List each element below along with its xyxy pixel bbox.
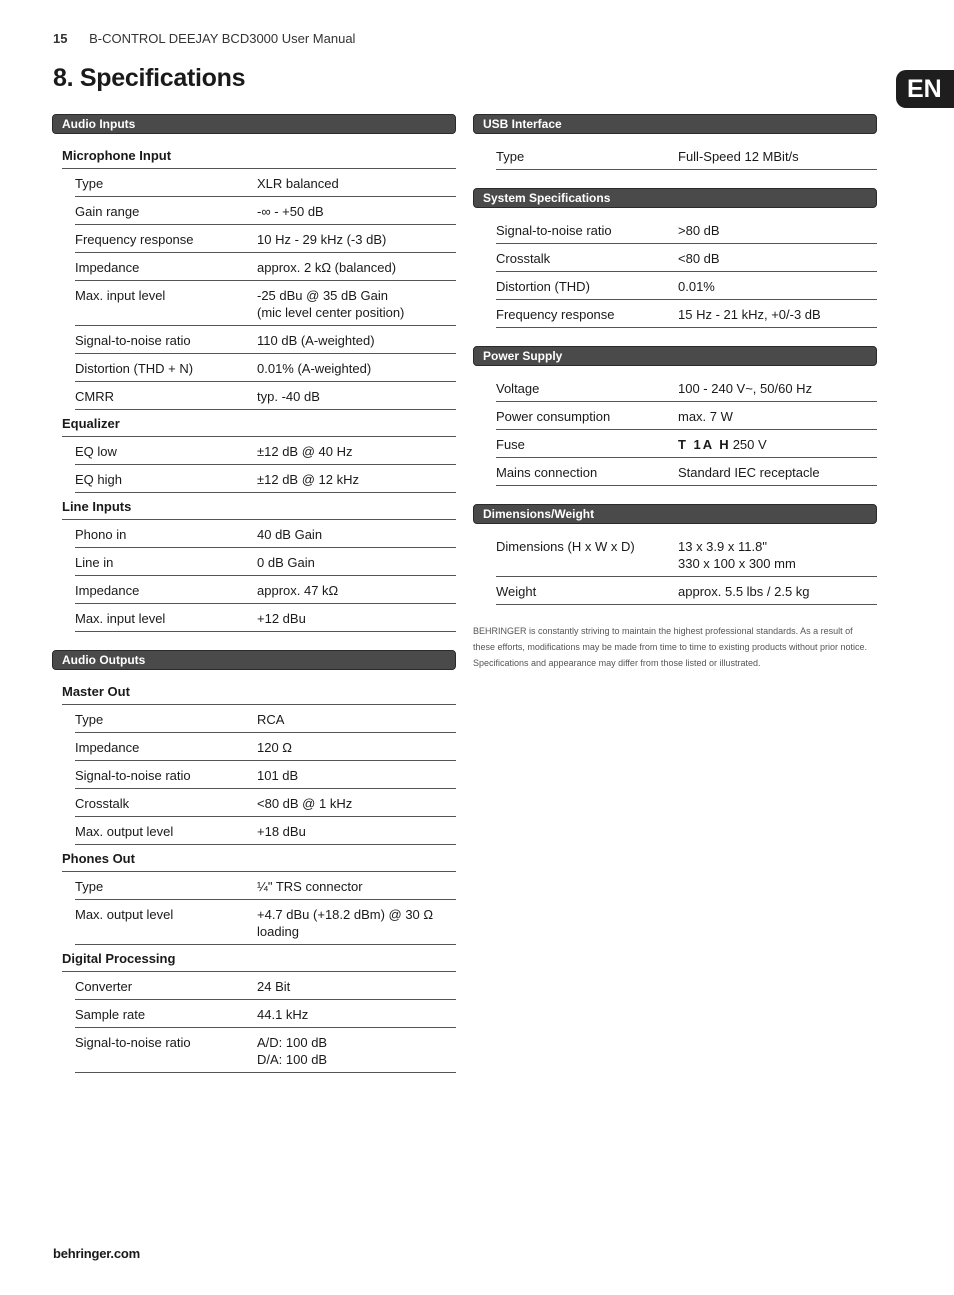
spec-label: Signal-to-noise ratio xyxy=(75,768,191,783)
section-header: Audio Inputs xyxy=(52,114,456,134)
section-dimensions-weight xyxy=(473,504,877,605)
spec-value: Standard IEC receptacle xyxy=(678,465,820,480)
spec-label: Dimensions (H x W x D) xyxy=(496,539,635,554)
spec-row xyxy=(75,972,456,1000)
spec-value: ¼" TRS connector xyxy=(257,879,363,894)
spec-row xyxy=(496,402,877,430)
spec-label: Mains connection xyxy=(496,465,598,480)
spec-label: Impedance xyxy=(75,260,140,275)
group-title: Microphone Input xyxy=(62,142,456,169)
page-header xyxy=(53,31,355,46)
spec-value: 10 Hz - 29 kHz (-3 dB) xyxy=(257,232,387,247)
spec-value: 44.1 kHz xyxy=(257,1007,309,1022)
spec-label: Signal-to-noise ratio xyxy=(75,333,191,348)
spec-value: ±12 dB @ 40 Hz xyxy=(257,444,353,459)
spec-label: Type xyxy=(75,176,104,191)
spec-label: Distortion (THD + N) xyxy=(75,361,194,376)
group-title: Phones Out xyxy=(62,845,456,872)
right-column xyxy=(473,114,877,671)
spec-row xyxy=(75,576,456,604)
spec-value: 40 dB Gain xyxy=(257,527,323,542)
spec-value: 13 x 3.9 x 11.8" 330 x 100 x 300 mm xyxy=(678,539,796,571)
spec-row xyxy=(75,326,456,354)
language-tab: EN xyxy=(896,70,954,108)
fuse-code: T 1A H xyxy=(678,437,731,452)
spec-value: A/D: 100 dB D/A: 100 dB xyxy=(257,1035,328,1067)
spec-row xyxy=(75,604,456,632)
spec-row xyxy=(75,281,456,326)
spec-value: typ. -40 dB xyxy=(257,389,320,404)
group-title: Master Out xyxy=(62,678,456,705)
spec-value: 0.01% (A-weighted) xyxy=(257,361,372,376)
spec-value: 120 Ω xyxy=(257,740,293,755)
page-number: 15 xyxy=(53,31,68,46)
fuse-rating: 250 V xyxy=(732,437,767,452)
spec-label: Type xyxy=(75,712,104,727)
spec-label: Max. input level xyxy=(75,288,166,303)
group-title: Digital Processing xyxy=(62,945,456,972)
section-header: System Specifications xyxy=(473,188,877,208)
spec-value: +4.7 dBu (+18.2 dBm) @ 30 Ω loading xyxy=(257,907,434,939)
spec-label: Max. output level xyxy=(75,907,174,922)
spec-label: Type xyxy=(75,879,104,894)
spec-row xyxy=(496,216,877,244)
spec-row xyxy=(496,532,877,577)
spec-value: Full-Speed 12 MBit/s xyxy=(678,149,799,164)
spec-label: Distortion (THD) xyxy=(496,279,590,294)
section-header: Power Supply xyxy=(473,346,877,366)
spec-label: Type xyxy=(496,149,525,164)
spec-row xyxy=(496,577,877,605)
group-title: Equalizer xyxy=(62,410,456,437)
spec-row xyxy=(75,789,456,817)
spec-label: Frequency response xyxy=(496,307,615,322)
spec-value: XLR balanced xyxy=(257,176,339,191)
spec-value: approx. 47 kΩ xyxy=(257,583,339,598)
spec-label: Crosstalk xyxy=(75,796,130,811)
spec-row xyxy=(75,1000,456,1028)
spec-row xyxy=(496,458,877,486)
spec-value: 110 dB (A-weighted) xyxy=(257,333,375,348)
spec-row xyxy=(75,733,456,761)
spec-value: RCA xyxy=(257,712,285,727)
section-usb-interface xyxy=(473,114,877,170)
spec-value: ±12 dB @ 12 kHz xyxy=(257,472,359,487)
spec-value: approx. 2 kΩ (balanced) xyxy=(257,260,397,275)
spec-row xyxy=(75,1028,456,1073)
spec-label: Sample rate xyxy=(75,1007,146,1022)
section-system-specifications xyxy=(473,188,877,328)
spec-value: approx. 5.5 lbs / 2.5 kg xyxy=(678,584,810,599)
spec-label: Fuse xyxy=(496,437,525,452)
section-power-supply xyxy=(473,346,877,486)
spec-value: 100 - 240 V~, 50/60 Hz xyxy=(678,381,813,396)
spec-row xyxy=(75,900,456,945)
section-header: USB Interface xyxy=(473,114,877,134)
disclaimer: BEHRINGER is constantly striving to maintain the highest professional standards. As a result of these efforts, modifications may be made from time to time to existing products without prior notice. Specifications and appearance may differ from those listed or illustrated. xyxy=(473,626,868,668)
spec-row xyxy=(496,244,877,272)
spec-value: <80 dB @ 1 kHz xyxy=(257,796,353,811)
spec-row xyxy=(496,142,877,170)
spec-value xyxy=(678,436,877,453)
section-header: Dimensions/Weight xyxy=(473,504,877,524)
spec-label: EQ high xyxy=(75,472,122,487)
spec-row xyxy=(75,761,456,789)
spec-value: max. 7 W xyxy=(678,409,733,424)
spec-label: Frequency response xyxy=(75,232,194,247)
section-header: Audio Outputs xyxy=(52,650,456,670)
spec-row xyxy=(75,548,456,576)
spec-label: Gain range xyxy=(75,204,140,219)
spec-row xyxy=(75,382,456,410)
spec-label: Voltage xyxy=(496,381,540,396)
spec-row xyxy=(75,437,456,465)
spec-row xyxy=(496,300,877,328)
spec-value: +18 dBu xyxy=(257,824,306,839)
spec-row xyxy=(75,197,456,225)
spec-value: 101 dB xyxy=(257,768,299,783)
spec-row xyxy=(75,225,456,253)
spec-label: Converter xyxy=(75,979,133,994)
spec-value: 0 dB Gain xyxy=(257,555,315,570)
spec-label: Crosstalk xyxy=(496,251,551,266)
spec-value: 0.01% xyxy=(678,279,715,294)
spec-label: Impedance xyxy=(75,740,140,755)
spec-row xyxy=(75,817,456,845)
spec-label: Signal-to-noise ratio xyxy=(75,1035,191,1050)
section-audio-outputs xyxy=(52,650,456,1073)
spec-row xyxy=(75,872,456,900)
section-audio-inputs xyxy=(52,114,456,632)
spec-label: CMRR xyxy=(75,389,114,404)
footer-logo: behringer.com xyxy=(53,1246,140,1261)
spec-label: Max. input level xyxy=(75,611,166,626)
document-title: B-CONTROL DEEJAY BCD3000 User Manual xyxy=(89,31,356,46)
left-column xyxy=(52,114,456,1073)
spec-row xyxy=(496,374,877,402)
spec-row xyxy=(75,354,456,382)
spec-value: 15 Hz - 21 kHz, +0/-3 dB xyxy=(678,307,821,322)
spec-value: +12 dBu xyxy=(257,611,306,626)
spec-row xyxy=(75,520,456,548)
spec-label: EQ low xyxy=(75,444,117,459)
spec-label: Phono in xyxy=(75,527,127,542)
spec-value: -∞ - +50 dB xyxy=(257,204,324,219)
spec-row xyxy=(75,705,456,733)
spec-value: >80 dB xyxy=(678,223,720,238)
spec-row xyxy=(75,465,456,493)
page-title: 8. Specifications xyxy=(53,64,246,92)
spec-label: Line in xyxy=(75,555,114,570)
spec-label: Power consumption xyxy=(496,409,611,424)
spec-label: Max. output level xyxy=(75,824,174,839)
spec-row xyxy=(75,253,456,281)
spec-value: <80 dB xyxy=(678,251,720,266)
group-title: Line Inputs xyxy=(62,493,456,520)
spec-value: -25 dBu @ 35 dB Gain (mic level center position) xyxy=(257,288,405,320)
spec-value: 24 Bit xyxy=(257,979,291,994)
spec-label: Impedance xyxy=(75,583,140,598)
spec-row xyxy=(496,272,877,300)
spec-row xyxy=(75,169,456,197)
spec-row xyxy=(496,430,877,458)
spec-label: Weight xyxy=(496,584,537,599)
spec-label: Signal-to-noise ratio xyxy=(496,223,612,238)
